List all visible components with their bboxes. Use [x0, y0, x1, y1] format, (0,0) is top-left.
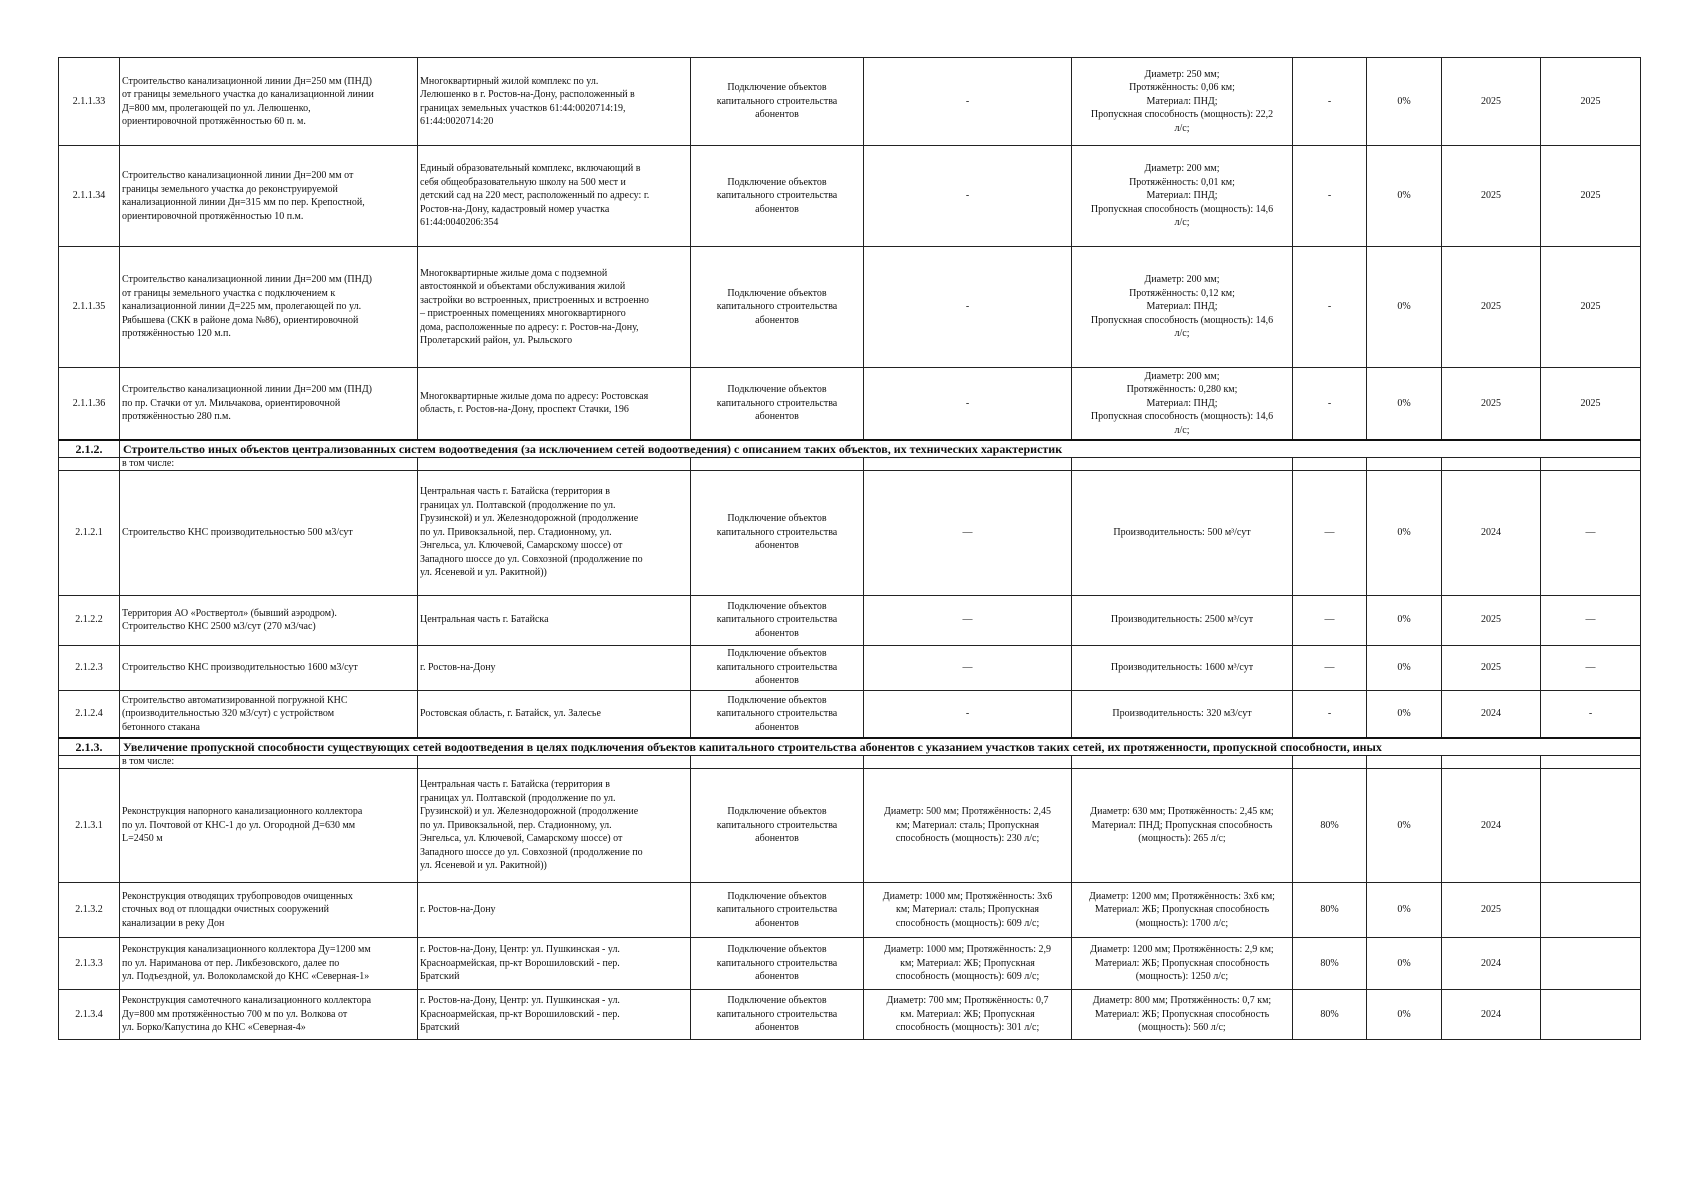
wear: 80%: [1293, 938, 1367, 990]
completion: 0%: [1367, 58, 1442, 146]
completion: 0%: [1367, 470, 1442, 595]
completion: 0%: [1367, 645, 1442, 690]
measure-name: Строительство КНС производительностью 500 м3/сут: [120, 470, 418, 595]
measure-name: Реконструкция канализационного коллектора Ду=1200 мм по ул. Нариманова от пер. Ликбезовского, далее по ул. Подъездной, ул. Волоколамской до КНС «Северная-1»: [120, 938, 418, 990]
tech-after: Диаметр: 200 мм; Протяжённость: 0,12 км; Материал: ПНД; Пропускная способность (мощность): 14,6 л/с;: [1072, 247, 1293, 368]
purpose: Подключение объектов капитального строительства абонентов: [691, 146, 864, 247]
year-start: 2025: [1442, 595, 1541, 645]
row-number: 2.1.1.33: [59, 58, 120, 146]
tech-before: -: [864, 146, 1072, 247]
section-subheader: [59, 756, 1641, 769]
year-start: 2024: [1442, 938, 1541, 990]
location: Центральная часть г. Батайска (территория в границах ул. Полтавской (продолжение по ул. Грузинской) и ул. Железнодорожной (продолжение по ул. Привокзальной, пер. Стадионному, ул. Энгельса, ул. Ключевой, Самарскому шоссе) от Западного шоссе до ул. Совхозной (продолжение по ул. Ясеневой и ул. Ракитной)): [418, 769, 691, 883]
completion: 0%: [1367, 595, 1442, 645]
measure-name: Строительство автоматизированной погружной КНС (производительностью 320 м3/сут) с устройством бетонного стакана: [120, 690, 418, 738]
section-number: 2.1.2.: [59, 440, 120, 458]
table-row: [59, 368, 1641, 440]
completion: 0%: [1367, 938, 1442, 990]
year-start: 2025: [1442, 58, 1541, 146]
tech-after: Диаметр: 200 мм; Протяжённость: 0,01 км; Материал: ПНД; Пропускная способность (мощность): 14,6 л/с;: [1072, 146, 1293, 247]
row-number: 2.1.1.36: [59, 368, 120, 440]
section-title: Строительство иных объектов централизованных систем водоотведения (за исключением сетей водоотведения) с описанием таких объектов, их технических характеристик: [120, 440, 1641, 458]
table-row: [59, 247, 1641, 368]
completion: 0%: [1367, 769, 1442, 883]
year-end: -: [1541, 690, 1641, 738]
purpose: Подключение объектов капитального строительства абонентов: [691, 470, 864, 595]
purpose: Подключение объектов капитального строительства абонентов: [691, 645, 864, 690]
purpose: Подключение объектов капитального строительства абонентов: [691, 883, 864, 938]
measure-name: Строительство КНС производительностью 1600 м3/сут: [120, 645, 418, 690]
tech-before: Диаметр: 500 мм; Протяжённость: 2,45 км; Материал: сталь; Пропускная способность (мощность): 230 л/с;: [864, 769, 1072, 883]
wear: -: [1293, 247, 1367, 368]
row-number: 2.1.2.2: [59, 595, 120, 645]
purpose: Подключение объектов капитального строительства абонентов: [691, 990, 864, 1040]
row-number: 2.1.1.34: [59, 146, 120, 247]
completion: 0%: [1367, 247, 1442, 368]
year-start: 2024: [1442, 470, 1541, 595]
completion: 0%: [1367, 883, 1442, 938]
section-title: Увеличение пропускной способности существующих сетей водоотведения в целях подключения объектов капитального строительства абонентов с указанием участков таких сетей, их протяженности, пропускной способности, иных: [120, 738, 1641, 756]
table-row: [59, 938, 1641, 990]
tech-before: -: [864, 690, 1072, 738]
measure-name: Строительство канализационной линии Дн=200 мм (ПНД) по пр. Стачки от ул. Мильчакова, ориентировочной протяжённостью 280 п.м.: [120, 368, 418, 440]
tech-after: Диаметр: 1200 мм; Протяжённость: 2,9 км; Материал: ЖБ; Пропускная способность (мощность): 1250 л/с;: [1072, 938, 1293, 990]
purpose: Подключение объектов капитального строительства абонентов: [691, 368, 864, 440]
row-number: 2.1.1.35: [59, 247, 120, 368]
row-number: 2.1.3.2: [59, 883, 120, 938]
tech-after: Диаметр: 800 мм; Протяжённость: 0,7 км; Материал: ЖБ; Пропускная способность (мощность): 560 л/с;: [1072, 990, 1293, 1040]
table-row: [59, 990, 1641, 1040]
location: г. Ростов-на-Дону: [418, 645, 691, 690]
tech-before: -: [864, 368, 1072, 440]
year-end: —: [1541, 470, 1641, 595]
tech-before: -: [864, 58, 1072, 146]
wear: -: [1293, 146, 1367, 247]
location: Многоквартирные жилые дома с подземной автостоянкой и объектами обслуживания жилой застройки во встроенных, пристроенных и встроенно – пристроенных помещениях многоквартирного дома, расположенные по адресу: г. Ростов-на-Дону, Пролетарский район, ул. Рыльского: [418, 247, 691, 368]
year-end: 2025: [1541, 368, 1641, 440]
empty-cell: [1442, 756, 1541, 769]
tech-after: Производительность: 320 м3/сут: [1072, 690, 1293, 738]
table-row: [59, 645, 1641, 690]
table-row: [59, 883, 1641, 938]
empty-cell: [864, 457, 1072, 470]
tech-after: Производительность: 500 м³/сут: [1072, 470, 1293, 595]
empty-cell: [1293, 756, 1367, 769]
completion: 0%: [1367, 368, 1442, 440]
year-start: 2024: [1442, 690, 1541, 738]
tech-after: Производительность: 1600 м³/сут: [1072, 645, 1293, 690]
year-end: [1541, 769, 1641, 883]
table-row: [59, 769, 1641, 883]
tech-after: Диаметр: 200 мм; Протяжённость: 0,280 км; Материал: ПНД; Пропускная способность (мощность): 14,6 л/с;: [1072, 368, 1293, 440]
year-start: 2024: [1442, 990, 1541, 1040]
tech-after: Диаметр: 250 мм; Протяжённость: 0,06 км; Материал: ПНД; Пропускная способность (мощность): 22,2 л/с;: [1072, 58, 1293, 146]
measure-name: Реконструкция самотечного канализационного коллектора Ду=800 мм протяжённостью 700 м по ул. Волкова от ул. Борко/Капустина до КНС «Северная-4»: [120, 990, 418, 1040]
completion: 0%: [1367, 690, 1442, 738]
section-header: [59, 738, 1641, 756]
year-start: 2025: [1442, 247, 1541, 368]
row-number: 2.1.2.1: [59, 470, 120, 595]
empty-cell: [418, 457, 691, 470]
tech-before: Диаметр: 1000 мм; Протяжённость: 3х6 км; Материал: сталь; Пропускная способность (мощность): 609 л/с;: [864, 883, 1072, 938]
empty-cell: [1072, 457, 1293, 470]
section-subheader: [59, 457, 1641, 470]
location: Единый образовательный комплекс, включающий в себя общеобразовательную школу на 500 мест и детский сад на 220 мест, расположенный по адресу: г. Ростов-на-Дону, кадастровый номер участка 61:44:0040206:354: [418, 146, 691, 247]
tech-before: —: [864, 595, 1072, 645]
wear: -: [1293, 368, 1367, 440]
tech-before: Диаметр: 1000 мм; Протяжённость: 2,9 км; Материал: ЖБ; Пропускная способность (мощность): 609 л/с;: [864, 938, 1072, 990]
purpose: Подключение объектов капитального строительства абонентов: [691, 938, 864, 990]
year-start: 2025: [1442, 645, 1541, 690]
tech-after: Диаметр: 1200 мм; Протяжённость: 3х6 км; Материал: ЖБ; Пропускная способность (мощность): 1700 л/с;: [1072, 883, 1293, 938]
including-label: в том числе:: [120, 457, 418, 470]
wear: —: [1293, 470, 1367, 595]
table-row: [59, 595, 1641, 645]
location: Многоквартирный жилой комплекс по ул. Лелюшенко в г. Ростов-на-Дону, расположенный в границах земельных участков 61:44:0020714:19, 61:44:0020714:20: [418, 58, 691, 146]
empty-cell: [691, 756, 864, 769]
empty-cell: [59, 756, 120, 769]
measure-name: Реконструкция отводящих трубопроводов очищенных сточных вод от площадки очистных сооружений канализации в реку Дон: [120, 883, 418, 938]
year-end: [1541, 883, 1641, 938]
location: Центральная часть г. Батайска (территория в границах ул. Полтавской (продолжение по ул. Грузинской) и ул. Железнодорожной (продолжение по ул. Привокзальной, пер. Стадионному, ул. Энгельса, ул. Ключевой, Самарскому шоссе) от Западного шоссе до ул. Совхозной (продолжение по ул. Ясеневой и ул. Ракитной)): [418, 470, 691, 595]
purpose: Подключение объектов капитального строительства абонентов: [691, 247, 864, 368]
location: г. Ростов-на-Дону: [418, 883, 691, 938]
wear: —: [1293, 645, 1367, 690]
row-number: 2.1.3.3: [59, 938, 120, 990]
table-row: [59, 470, 1641, 595]
year-end: —: [1541, 645, 1641, 690]
year-end: 2025: [1541, 146, 1641, 247]
measure-name: Территория АО «Роствертол» (бывший аэродром). Строительство КНС 2500 м3/сут (270 м3/час): [120, 595, 418, 645]
empty-cell: [1072, 756, 1293, 769]
wear: -: [1293, 690, 1367, 738]
location: г. Ростов-на-Дону, Центр: ул. Пушкинская - ул. Красноармейская, пр-кт Ворошиловский - пер. Братский: [418, 938, 691, 990]
year-start: 2024: [1442, 769, 1541, 883]
measure-name: Строительство канализационной линии Дн=250 мм (ПНД) от границы земельного участка до канализационной линии Д=800 мм, пролегающей по ул. Лелюшенко, ориентировочной протяжённостью 60 п. м.: [120, 58, 418, 146]
row-number: 2.1.3.4: [59, 990, 120, 1040]
empty-cell: [1367, 457, 1442, 470]
empty-cell: [1442, 457, 1541, 470]
investment-program-table: [58, 57, 1641, 1040]
tech-before: Диаметр: 700 мм; Протяжённость: 0,7 км. Материал: ЖБ; Пропускная способность (мощность): 301 л/с;: [864, 990, 1072, 1040]
tech-after: Производительность: 2500 м³/сут: [1072, 595, 1293, 645]
wear: 80%: [1293, 883, 1367, 938]
section-number: 2.1.3.: [59, 738, 120, 756]
year-end: 2025: [1541, 247, 1641, 368]
tech-before: —: [864, 470, 1072, 595]
year-start: 2025: [1442, 368, 1541, 440]
purpose: Подключение объектов капитального строительства абонентов: [691, 690, 864, 738]
completion: 0%: [1367, 990, 1442, 1040]
year-end: —: [1541, 595, 1641, 645]
empty-cell: [864, 756, 1072, 769]
table-row: [59, 58, 1641, 146]
empty-cell: [1541, 457, 1641, 470]
row-number: 2.1.2.3: [59, 645, 120, 690]
row-number: 2.1.2.4: [59, 690, 120, 738]
tech-after: Диаметр: 630 мм; Протяжённость: 2,45 км; Материал: ПНД; Пропускная способность (мощность): 265 л/с;: [1072, 769, 1293, 883]
tech-before: -: [864, 247, 1072, 368]
purpose: Подключение объектов капитального строительства абонентов: [691, 58, 864, 146]
empty-cell: [1541, 756, 1641, 769]
including-label: в том числе:: [120, 756, 418, 769]
year-end: 2025: [1541, 58, 1641, 146]
year-end: [1541, 938, 1641, 990]
wear: 80%: [1293, 769, 1367, 883]
completion: 0%: [1367, 146, 1442, 247]
year-start: 2025: [1442, 883, 1541, 938]
tech-before: —: [864, 645, 1072, 690]
wear: —: [1293, 595, 1367, 645]
location: г. Ростов-на-Дону, Центр: ул. Пушкинская - ул. Красноармейская, пр-кт Ворошиловский - пер. Братский: [418, 990, 691, 1040]
table-row: [59, 690, 1641, 738]
year-end: [1541, 990, 1641, 1040]
empty-cell: [691, 457, 864, 470]
section-header: [59, 440, 1641, 458]
measure-name: Реконструкция напорного канализационного коллектора по ул. Почтовой от КНС-1 до ул. Огородной Д=630 мм L=2450 м: [120, 769, 418, 883]
purpose: Подключение объектов капитального строительства абонентов: [691, 595, 864, 645]
location: Центральная часть г. Батайска: [418, 595, 691, 645]
empty-cell: [1293, 457, 1367, 470]
table-row: [59, 146, 1641, 247]
wear: -: [1293, 58, 1367, 146]
year-start: 2025: [1442, 146, 1541, 247]
table-body: [59, 58, 1641, 1040]
empty-cell: [59, 457, 120, 470]
location: Ростовская область, г. Батайск, ул. Залесье: [418, 690, 691, 738]
empty-cell: [1367, 756, 1442, 769]
purpose: Подключение объектов капитального строительства абонентов: [691, 769, 864, 883]
measure-name: Строительство канализационной линии Дн=200 мм от границы земельного участка до реконструируемой канализационной линии Дн=315 мм по пер. Крепостной, ориентировочной протяжённостью 10 п.м.: [120, 146, 418, 247]
row-number: 2.1.3.1: [59, 769, 120, 883]
measure-name: Строительство канализационной линии Дн=200 мм (ПНД) от границы земельного участка с подключением к канализационной линии Д=225 мм, пролегающей по ул. Рябышева (СКК в районе дома №86), ориентировочной протяжённостью 120 м.п.: [120, 247, 418, 368]
empty-cell: [418, 756, 691, 769]
location: Многоквартирные жилые дома по адресу: Ростовская область, г. Ростов-на-Дону, проспект Стачки, 196: [418, 368, 691, 440]
wear: 80%: [1293, 990, 1367, 1040]
